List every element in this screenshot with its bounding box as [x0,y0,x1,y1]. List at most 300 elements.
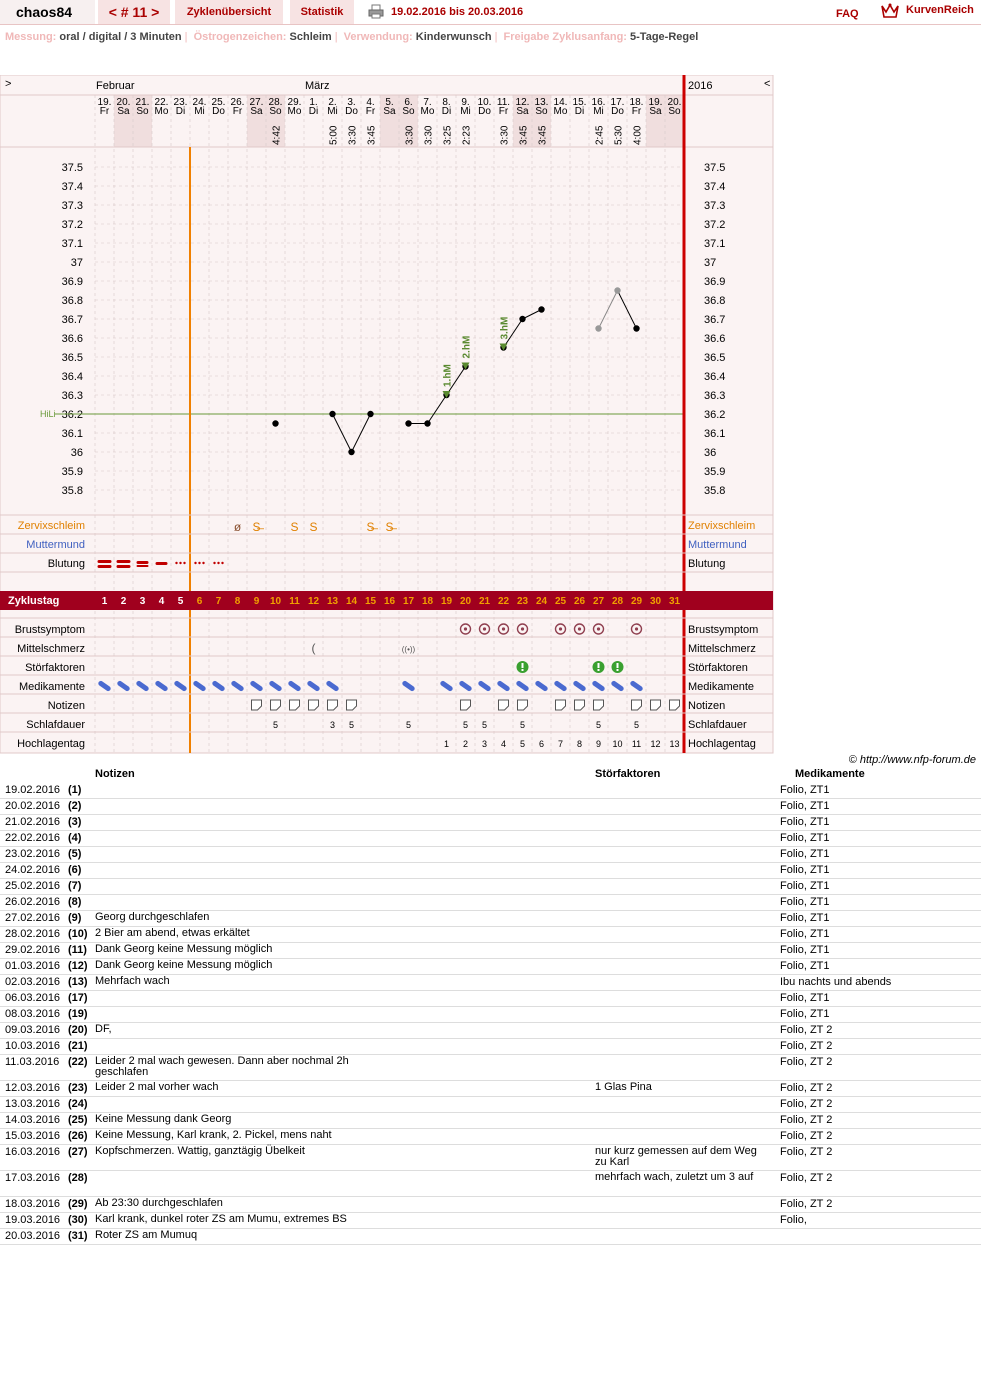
bleeding-spot [183,562,185,564]
bleeding-spot [198,562,200,564]
cycle-day-number: 9 [253,596,260,607]
username: chaos84 [0,0,95,24]
cycle-day-number: 27 [592,596,605,607]
date-label: 22. [154,97,169,108]
notes-note: Mehrfach wach [95,975,170,987]
measure-time: 5:30 [613,125,625,145]
notes-row [0,894,981,911]
notes-date: 01.03.2016 [5,960,61,972]
notes-note: Ab 23:30 durchgeschlafen [95,1197,223,1209]
notes-date: 10.03.2016 [5,1040,61,1052]
temp-axis-label-right: 36 [704,447,717,459]
notes-cycle-day: (5) [68,848,82,860]
notes-medikament: Folio, ZT1 [780,784,830,796]
logo-text[interactable]: KurvenReich [906,4,974,16]
notes-date: 23.02.2016 [5,848,61,860]
bleeding-strong [98,565,112,568]
sleep-duration: 5 [481,720,488,730]
bleeding-strong [98,560,112,563]
notes-date: 13.03.2016 [5,1098,61,1110]
row-label-right-muttermund: Muttermund [688,539,747,551]
weekday-label: Mi [460,106,471,117]
mittelschmerz-icon: ( [311,641,316,655]
date-label: 17. [610,97,625,108]
zervix-mark: S [309,520,318,534]
row-label-muttermund: Muttermund [26,539,85,551]
cycle-day-number: 24 [535,596,548,607]
notes-row [0,974,981,991]
hili-label: HiLi [40,409,56,419]
stoerfaktor-icon [522,663,524,668]
notes-date: 20.03.2016 [5,1230,61,1242]
weekday-label: Mo [154,106,169,117]
notes-note: Leider 2 mal vorher wach [95,1081,219,1093]
sleep-duration: 5 [519,720,526,730]
month-label: Februar [96,80,135,92]
date-label: 3. [347,97,356,108]
notes-row [0,814,981,831]
notes-medikament: Folio, ZT 2 [780,1198,833,1210]
row-label-zyklustag: Zyklustag [8,595,60,607]
weekday-label: Sa [250,106,263,117]
bleeding-spot [179,562,181,564]
cycle-day-number: 11 [289,596,300,607]
notes-date: 19.03.2016 [5,1214,61,1226]
tab-statistik[interactable]: Statistik [290,0,354,24]
divider [0,24,981,25]
bleeding-medium [137,565,149,567]
temp-point [633,325,639,331]
notes-row [0,1006,981,1023]
temp-axis-label-left: 36.8 [61,295,83,307]
stoerfaktor-icon [617,663,619,668]
row-label-brust: Brustsymptom [14,624,85,636]
row-label-right-stoer: Störfaktoren [688,662,748,674]
cycle-day-number: 14 [345,596,358,607]
notes-row [0,1080,981,1097]
temp-axis-label-left: 35.8 [61,485,83,497]
printer-icon[interactable] [368,4,384,19]
row-label-zervix: Zervixschleim [17,520,85,532]
row-label-right-zervix: Zervixschleim [688,520,756,532]
cycle-day-number: 15 [364,596,377,607]
weekday-label: So [535,106,548,117]
notes-note: Leider 2 mal wach gewesen. Dann aber nochmal 2h geschlafen [95,1055,349,1078]
zervix-mark: S̶ [366,520,375,534]
cycle-day-number: 6 [196,596,203,607]
row-label-notizen: Notizen [47,700,85,712]
notes-row [0,878,981,895]
stoerfaktor-icon [598,669,600,671]
temp-axis-label-left: 37.5 [61,162,83,174]
row-label-hoch: Hochlagentag [17,738,85,750]
notes-medikament: Folio, ZT1 [780,944,830,956]
temp-axis-label-left: 36 [70,447,83,459]
cycle-period: 19.02.2016 bis 20.03.2016 [391,6,524,18]
cycle-day-number: 3 [139,596,146,607]
cycle-day-number: 2 [120,596,127,607]
oestrogen-value: Schleim [289,31,332,43]
date-label: 19. [648,97,663,108]
cycle-day-number: 13 [326,596,339,607]
temp-axis-label-right: 36.8 [704,295,726,307]
breast-symptom-icon [502,627,505,630]
zervix-mark: S̶ [252,520,261,534]
sleep-duration: 5 [405,720,412,730]
bleeding-spot [194,562,196,564]
notes-row [0,1128,981,1145]
notes-cycle-day: (17) [68,992,88,1004]
notes-medikament: Folio, ZT 2 [780,1114,833,1126]
date-label: 13. [534,97,549,108]
notes-note: 2 Bier am abend, etwas erkältet [95,927,250,939]
freigabe-label: Freigabe Zyklusanfang: [503,31,627,43]
temp-axis-label-left: 36.4 [61,371,83,383]
sleep-duration: 5 [272,720,279,730]
stoerfaktor-icon [598,663,600,668]
row-label-right-mittel: Mittelschmerz [688,643,756,655]
weekday-label: Mo [420,106,435,117]
notes-cycle-day: (11) [68,944,87,956]
notes-stoerfaktor: nur kurz gemessen auf dem Weg zu Karl [595,1145,757,1168]
cycle-day-number: 31 [668,596,681,607]
row-label-right-medi: Medikamente [688,681,755,693]
measure-time: 3:30 [499,125,511,145]
notes-date: 18.03.2016 [5,1198,61,1210]
notes-row [0,798,981,815]
notes-row [0,846,981,863]
cycle-day-number: 26 [573,596,586,607]
temp-axis-label-right: 35.9 [704,466,726,478]
notes-date: 29.02.2016 [5,944,61,956]
cycle-navigation[interactable]: < # 11 > [98,0,170,24]
high-day-number: 4 [500,739,507,749]
notes-header-medikamente: Medikamente [795,768,865,780]
notes-row [0,1112,981,1129]
bleeding-spot [175,562,177,564]
notes-date: 15.03.2016 [5,1130,61,1142]
temp-axis-label-right: 36.6 [704,333,726,345]
notes-date: 19.02.2016 [5,784,61,796]
measure-time: 3:30 [404,125,416,145]
temp-axis-label-left: 36.3 [61,390,83,402]
notes-row [0,1196,981,1213]
notes-stoerfaktor: 1 Glas Pina [595,1081,652,1093]
notes-row [0,910,981,927]
measure-time: 2:23 [461,125,473,145]
stoerfaktor-icon [522,669,524,671]
notes-date: 16.03.2016 [5,1146,61,1158]
measure-time: 3:45 [537,125,549,145]
temp-axis-label-right: 35.8 [704,485,726,497]
year-label: 2016 [688,80,713,92]
notes-note: Keine Messung, Karl krank, 2. Pickel, mens naht [95,1129,332,1141]
weekday-label: Sa [383,106,396,117]
temp-axis-label-right: 36.4 [704,371,726,383]
temp-axis-label-left: 37.2 [61,219,83,231]
oestrogen-label: Östrogenzeichen: [193,31,287,43]
notes-row [0,958,981,975]
notes-note: DF, [95,1023,112,1035]
date-label: 2. [328,97,337,108]
temp-axis-label-left: 35.9 [61,466,83,478]
high-day-number: 3 [481,739,488,749]
notes-date: 14.03.2016 [5,1114,61,1126]
measure-time: 3:25 [442,125,454,145]
notes-medikament: Folio, ZT1 [780,880,830,892]
notes-cycle-day: (2) [68,800,82,812]
notes-medikament: Ibu nachts und abends [780,976,892,988]
notes-row [0,1096,981,1113]
notes-cycle-day: (6) [68,864,82,876]
cycle-day-number: 21 [478,596,491,607]
weekday-label: Mo [287,106,302,117]
notes-cycle-day: (23) [68,1082,88,1094]
bleeding-spot [221,562,223,564]
notes-medikament: Folio, ZT1 [780,1008,830,1020]
notes-row [0,1212,981,1229]
cycle-day-number: 17 [402,596,415,607]
breast-symptom-icon [635,627,638,630]
copyright: © http://www.nfp-forum.de [848,754,976,766]
high-day-number: 7 [557,739,564,749]
cycle-day-number: 4 [158,596,165,607]
cycle-day-number: 5 [177,596,184,607]
notes-row [0,990,981,1007]
row-label-right-brust: Brustsymptom [688,624,759,636]
temp-axis-label-left: 37.1 [61,238,83,250]
measure-time: 3:30 [347,125,359,145]
temp-axis-label-right: 37.5 [704,162,726,174]
weekday-label: Fr [498,106,509,117]
notes-cycle-day: (29) [68,1198,88,1210]
date-label: 25. [211,97,226,108]
weekday-label: Do [611,106,624,117]
breast-symptom-icon [559,627,562,630]
date-label: 15. [572,97,587,108]
weekday-label: Mo [553,106,568,117]
notes-note: Karl krank, dunkel roter ZS am Mumu, extremes BS [95,1213,347,1225]
date-label: 9. [461,97,470,108]
notes-note: Georg durchgeschlafen [95,911,210,923]
logo-crown-icon[interactable] [880,2,900,20]
notes-medikament: Folio, ZT1 [780,864,830,876]
notes-stoerfaktor: mehrfach wach, zuletzt um 3 auf [595,1171,754,1183]
date-label: 28. [268,97,283,108]
nav-left-arrow[interactable]: > [5,78,12,90]
notes-cycle-day: (1) [68,784,82,796]
temp-point [329,411,335,417]
cycle-day-number: 10 [269,596,282,607]
weekday-label: Sa [516,106,529,117]
date-label: 14. [553,97,568,108]
notes-date: 20.02.2016 [5,800,61,812]
notes-date: 11.03.2016 [5,1056,60,1068]
breast-symptom-icon [521,627,524,630]
temp-point [272,420,278,426]
cycle-day-number: 18 [421,596,434,607]
measure-time: 4:42 [271,125,283,145]
sleep-duration: 5 [595,720,602,730]
notes-row [0,1228,981,1245]
notes-cycle-day: (9) [68,912,82,924]
bleeding-spot [202,562,204,564]
date-label: 7. [423,97,432,108]
temp-axis-label-left: 36.5 [61,352,83,364]
verwendung-label: Verwendung: [343,31,413,43]
weekday-label: Di [308,106,319,117]
temp-point [614,287,620,293]
date-label: 11. [496,97,511,108]
notes-medikament: Folio, ZT1 [780,992,830,1004]
temp-axis-label-right: 37.1 [704,238,726,250]
cycle-day-number: 16 [383,596,396,607]
row-label-stoer: Störfaktoren [25,662,85,674]
notes-cycle-day: (13) [68,976,88,988]
notes-medikament: Folio, ZT 2 [780,1024,833,1036]
notes-note: Dank Georg keine Messung möglich [95,943,273,955]
date-label: 23. [173,97,188,108]
cycle-day-number: 12 [307,596,320,607]
weekday-label: Mi [194,106,205,117]
bleeding-spot [213,562,215,564]
temp-axis-label-right: 37 [704,257,717,269]
cycle-day-number: 20 [459,596,472,607]
high-day-number: 8 [576,739,583,749]
notes-row [0,782,981,799]
notes-note: Keine Messung dank Georg [95,1113,232,1125]
temp-axis-label-left: 37 [70,257,83,269]
notes-cycle-day: (12) [68,960,88,972]
weekday-label: Fr [232,106,243,117]
cycle-day-number: 28 [611,596,624,607]
weekday-label: Fr [365,106,376,117]
date-label: 8. [442,97,451,108]
weekday-label: Mi [327,106,338,117]
weekday-label: Do [478,106,491,117]
notes-note: Dank Georg keine Messung möglich [95,959,273,971]
temp-point [348,449,354,455]
measure-time: 3:45 [518,125,530,145]
weekday-label: Sa [117,106,130,117]
cycle-day-number: 8 [234,596,241,607]
sleep-duration: 5 [348,720,355,730]
date-label: 24. [192,97,207,108]
tab-zyklenuebersicht[interactable]: Zyklenübersicht [175,0,283,24]
temp-axis-label-right: 37.2 [704,219,726,231]
weekday-label: Fr [99,106,110,117]
notes-medikament: Folio, ZT1 [780,800,830,812]
high-day-number: 6 [538,739,545,749]
notes-medikament: Folio, ZT1 [780,928,830,940]
temp-axis-label-left: 36.2 [61,409,83,421]
cycle-settings-line: Messung: oral / digital / 3 Minuten | Östrogenzeichen: Schleim | Verwendung: Kinderwunsch | Freigabe Zyklusanfang: 5-Tage-Regel [5,31,699,43]
temp-axis-label-right: 36.3 [704,390,726,402]
weekday-label: Di [175,106,186,117]
notes-cycle-day: (24) [68,1098,88,1110]
notes-cycle-day: (20) [68,1024,88,1036]
cycle-day-number: 19 [440,596,453,607]
high-measure-label: 3.hM [499,316,511,340]
temp-axis-label-right: 36.7 [704,314,726,326]
notes-date: 26.02.2016 [5,896,61,908]
notes-row [0,1170,981,1197]
weekday-label: So [402,106,415,117]
nav-right-arrow[interactable]: < [764,78,771,90]
date-label: 10. [477,97,492,108]
high-day-number: 11 [631,739,642,749]
notes-row [0,862,981,879]
cycle-chart [0,75,775,755]
zervix-mark: ø [233,520,242,534]
weekday-label: Di [441,106,452,117]
weekday-label: So [269,106,282,117]
row-label-right-blutung: Blutung [688,558,726,570]
date-label: 20. [667,97,682,108]
weekday-label: Do [212,106,225,117]
faq-link[interactable]: FAQ [836,8,859,20]
temp-axis-label-left: 37.3 [61,200,83,212]
temp-point [405,420,411,426]
bleeding-spot [217,562,219,564]
row-label-right-notizen: Notizen [688,700,726,712]
date-label: 4. [366,97,375,108]
weekday-label: Mi [593,106,604,117]
weekday-label: Fr [631,106,642,117]
sleep-duration: 5 [462,720,469,730]
date-label: 1. [309,97,318,108]
notes-medikament: Folio, ZT 2 [780,1130,833,1142]
notes-cycle-day: (19) [68,1008,88,1020]
notes-cycle-day: (27) [68,1146,88,1158]
temp-axis-label-right: 37.4 [704,181,726,193]
high-day-number: 12 [650,739,661,749]
temp-point [367,411,373,417]
messung-label: Messung: [5,31,57,43]
row-label-schlaf: Schlafdauer [26,719,85,731]
notes-medikament: Folio, ZT 2 [780,1056,833,1068]
notes-date: 17.03.2016 [5,1172,61,1184]
notes-date: 02.03.2016 [5,976,61,988]
month-label: März [305,80,330,92]
bleeding-strong [117,565,131,568]
high-day-number: 1 [443,739,450,749]
weekday-label: So [136,106,149,117]
mittelschmerz-icon: ((•)) [401,645,416,654]
temp-axis-label-left: 36.7 [61,314,83,326]
date-label: 27. [249,97,264,108]
temp-axis-label-left: 37.4 [61,181,83,193]
notes-note: Roter ZS am Mumuq [95,1229,198,1241]
high-measure-label: 2.hM [461,335,473,359]
temp-axis-label-right: 36.1 [704,428,726,440]
notes-medikament: Folio, ZT 2 [780,1082,833,1094]
bleeding-strong [117,560,131,563]
date-label: 6. [404,97,413,108]
measure-time: 3:30 [423,125,435,145]
notes-medikament: Folio, ZT1 [780,960,830,972]
notes-row [0,942,981,959]
notes-cycle-day: (31) [68,1230,88,1242]
date-label: 16. [591,97,606,108]
notes-row [0,1054,981,1081]
notes-header-stoerfaktoren: Störfaktoren [595,768,661,780]
weekday-label: So [668,106,681,117]
cycle-day-number: 23 [516,596,529,607]
top-bar [0,0,981,26]
notes-cycle-day: (22) [68,1056,88,1068]
notes-medikament: Folio, ZT1 [780,832,830,844]
